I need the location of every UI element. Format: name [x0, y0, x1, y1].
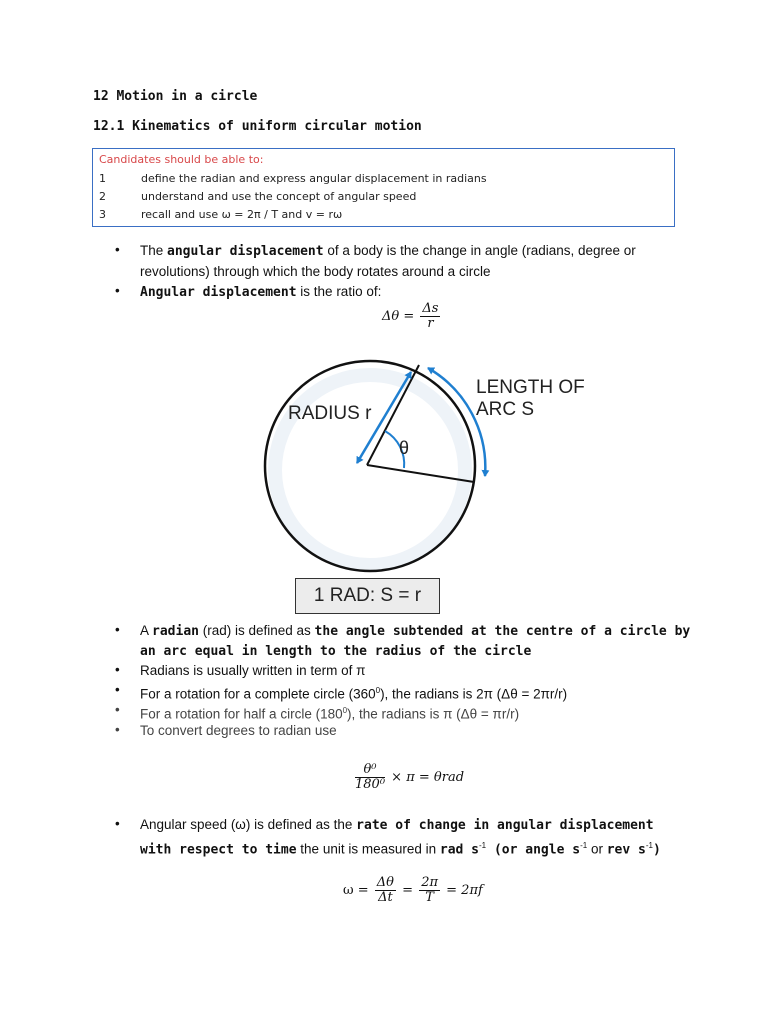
text: ) [652, 842, 661, 858]
objective-text: recall and use ω = 2π / T and v = rω [141, 208, 343, 221]
objectives-caption: Candidates should be able to: [99, 153, 264, 166]
bold-term: an arc equal in length to the radius of the circle [140, 644, 532, 659]
bullet-convert-degrees: To convert degrees to radian use [140, 723, 337, 738]
bold-term: the angle subtended at the centre of a circle by [314, 624, 691, 639]
bullet-icon: • [115, 662, 120, 677]
bullet-radian-definition [140, 621, 690, 642]
text: is the ratio of: [296, 284, 382, 299]
denominator: Δt [378, 890, 393, 905]
equals-sign: = [402, 883, 414, 898]
section-heading: 12.1 Kinematics of uniform circular motion [93, 119, 422, 134]
text: (rad) is defined as [198, 623, 315, 638]
radius-label [288, 403, 371, 425]
fraction [419, 876, 440, 905]
text: ), the radians is π (Δθ = πr/r) [347, 706, 520, 722]
text: the unit is measured in [296, 841, 440, 857]
bold-term: Angular displacement [140, 285, 297, 300]
formula-rhs: × π = θrad [391, 770, 465, 785]
superscript: 0 [375, 686, 381, 695]
text: of a body is the change in angle (radians, degree or [323, 243, 636, 258]
text: For a rotation for half a circle (180 [140, 706, 343, 722]
formula-lhs: ω = [343, 883, 369, 898]
arc-label-line: ARC S [476, 399, 535, 420]
bullet-line-continuation [140, 836, 661, 861]
bullet-icon: • [115, 722, 120, 737]
denominator: r [427, 316, 434, 331]
unit: angle s [525, 842, 581, 858]
bullet-icon: • [115, 622, 120, 637]
unit: rad s [439, 842, 480, 858]
superscript: -1 [479, 841, 487, 850]
bullet-line-continuation [140, 641, 531, 662]
bullet-icon: • [115, 283, 120, 298]
bullet-line-continuation: revolutions) through which the body rotates around a circle [140, 264, 491, 279]
objective-number: 2 [99, 190, 106, 203]
formula-rhs: = 2πf [446, 883, 483, 898]
arc-length-label [476, 377, 585, 421]
text: or [587, 841, 607, 857]
objective-text: understand and use the concept of angular speed [141, 190, 417, 203]
fraction [375, 876, 396, 905]
bullet-icon: • [115, 702, 120, 717]
formula-degree-conversion [353, 763, 464, 792]
bold-term: with respect to time [140, 842, 297, 858]
formula-angular-speed [343, 876, 483, 905]
text: Angular speed (ω) is defined as the [140, 817, 357, 832]
text: A [140, 623, 153, 638]
formula-lhs: Δθ = [382, 309, 415, 324]
bold-term: rate of change in angular displacement [356, 818, 654, 833]
numerator: Δs [422, 301, 439, 316]
unit: rev s [606, 842, 646, 858]
text: The [140, 243, 168, 258]
fraction [355, 763, 385, 792]
superscript: 0 [342, 706, 348, 715]
radius-text: RADIUS [288, 403, 360, 424]
arc-label-line: LENGTH OF [476, 377, 585, 398]
radius-symbol: r [365, 403, 372, 424]
numerator: θ⁰ [355, 763, 385, 778]
text: For a rotation for a complete circle (360 [140, 686, 376, 702]
bullet-angular-speed [140, 815, 654, 836]
denominator: 180⁰ [355, 777, 386, 792]
numerator: 2π [421, 875, 439, 890]
numerator: Δθ [376, 875, 394, 890]
one-radian-box: 1 RAD: S = r [295, 578, 440, 614]
superscript: -1 [580, 841, 588, 850]
denominator: T [425, 890, 434, 905]
objective-number: 1 [99, 172, 106, 185]
bold-term: angular displacement [167, 244, 324, 259]
bullet-icon: • [115, 682, 120, 697]
bold-term: radian [152, 624, 199, 639]
bullet-radians-pi: Radians is usually written in term of π [140, 663, 366, 678]
text: ), the radians is 2π (Δθ = 2πr/r) [380, 686, 568, 702]
bullet-icon: • [115, 816, 120, 831]
objective-text: define the radian and express angular displacement in radians [141, 172, 487, 185]
chapter-heading: 12 Motion in a circle [93, 89, 258, 104]
superscript: -1 [645, 841, 653, 850]
bullet-icon: • [115, 242, 120, 257]
theta-label: θ [399, 438, 410, 458]
text: (or [486, 842, 526, 858]
objective-number: 3 [99, 208, 106, 221]
